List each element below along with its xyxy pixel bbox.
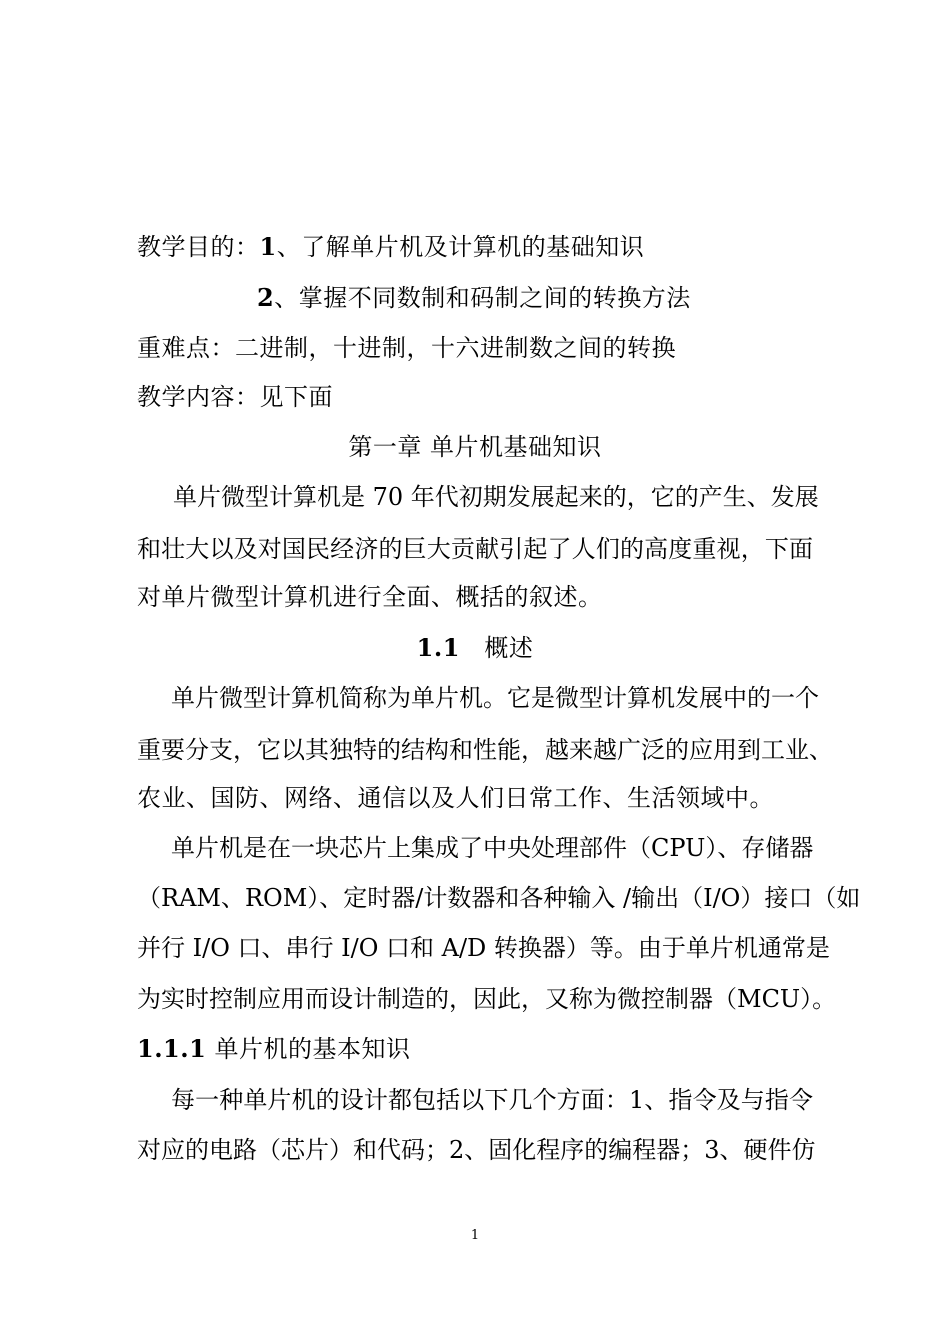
paragraph-a-line-1: 单片微型计算机简称为单片机。它是微型计算机发展中的一个: [171, 684, 819, 712]
key-points-line: 重难点：二进制，十进制，十六进制数之间的转换: [137, 334, 676, 362]
section-1-1-1-number: 1.1.1: [137, 1034, 207, 1063]
section-1-1-1-title: 单片机的基本知识: [206, 1035, 411, 1063]
objective-1-text: 、了解单片机及计算机的基础知识: [276, 233, 645, 261]
teaching-content-line: 教学内容：见下面: [137, 383, 333, 411]
objective-2-text: 、掌握不同数制和码制之间的转换方法: [274, 284, 691, 312]
paragraph-b-line-2: （RAM、ROM）、定时器/计数器和各种输入 /输出（I/O）接口（如: [137, 884, 861, 912]
chapter-title: 第一章 单片机基础知识: [348, 433, 602, 461]
objectives-label: 教学目的：: [137, 233, 260, 261]
paragraph-c-line-1: 每一种单片机的设计都包括以下几个方面：1、指令及与指令: [171, 1086, 813, 1114]
section-1-1-heading: [137, 633, 813, 663]
paragraph-a-line-3: 农业、国防、网络、通信以及人们日常工作、生活领域中。: [137, 784, 774, 812]
objective-1-number: 1: [259, 232, 277, 261]
objectives-line-1: [137, 232, 644, 262]
section-1-1-1-heading: [137, 1034, 410, 1064]
intro-paragraph-line-1: 单片微型计算机是 70 年代初期发展起来的，它的产生、发展: [173, 483, 819, 511]
intro-paragraph-line-3: 对单片微型计算机进行全面、概括的叙述。: [137, 583, 603, 611]
intro-paragraph-line-2: 和壮大以及对国民经济的巨大贡献引起了人们的高度重视，下面: [137, 535, 813, 563]
paragraph-b-line-1: 单片机是在一块芯片上集成了中央处理部件（CPU）、存储器: [171, 834, 814, 862]
paragraph-b-line-4: 为实时控制应用而设计制造的，因此，又称为微控制器（MCU）。: [137, 985, 837, 1013]
objectives-line-2: [257, 283, 691, 313]
section-1-1-title: 概述: [484, 634, 534, 662]
paragraph-a-line-2: 重要分支，它以其独特的结构和性能，越来越广泛的应用到工业、: [137, 736, 833, 764]
paragraph-c-line-2: 对应的电路（芯片）和代码；2、固化程序的编程器；3、硬件仿: [137, 1136, 816, 1164]
section-1-1-number: 1.1: [416, 633, 460, 662]
objective-2-number: 2: [257, 283, 275, 312]
page-number: 1: [470, 1228, 480, 1243]
paragraph-b-line-3: 并行 I/O 口、串行 I/O 口和 A/D 转换器）等。由于单片机通常是: [137, 934, 830, 962]
